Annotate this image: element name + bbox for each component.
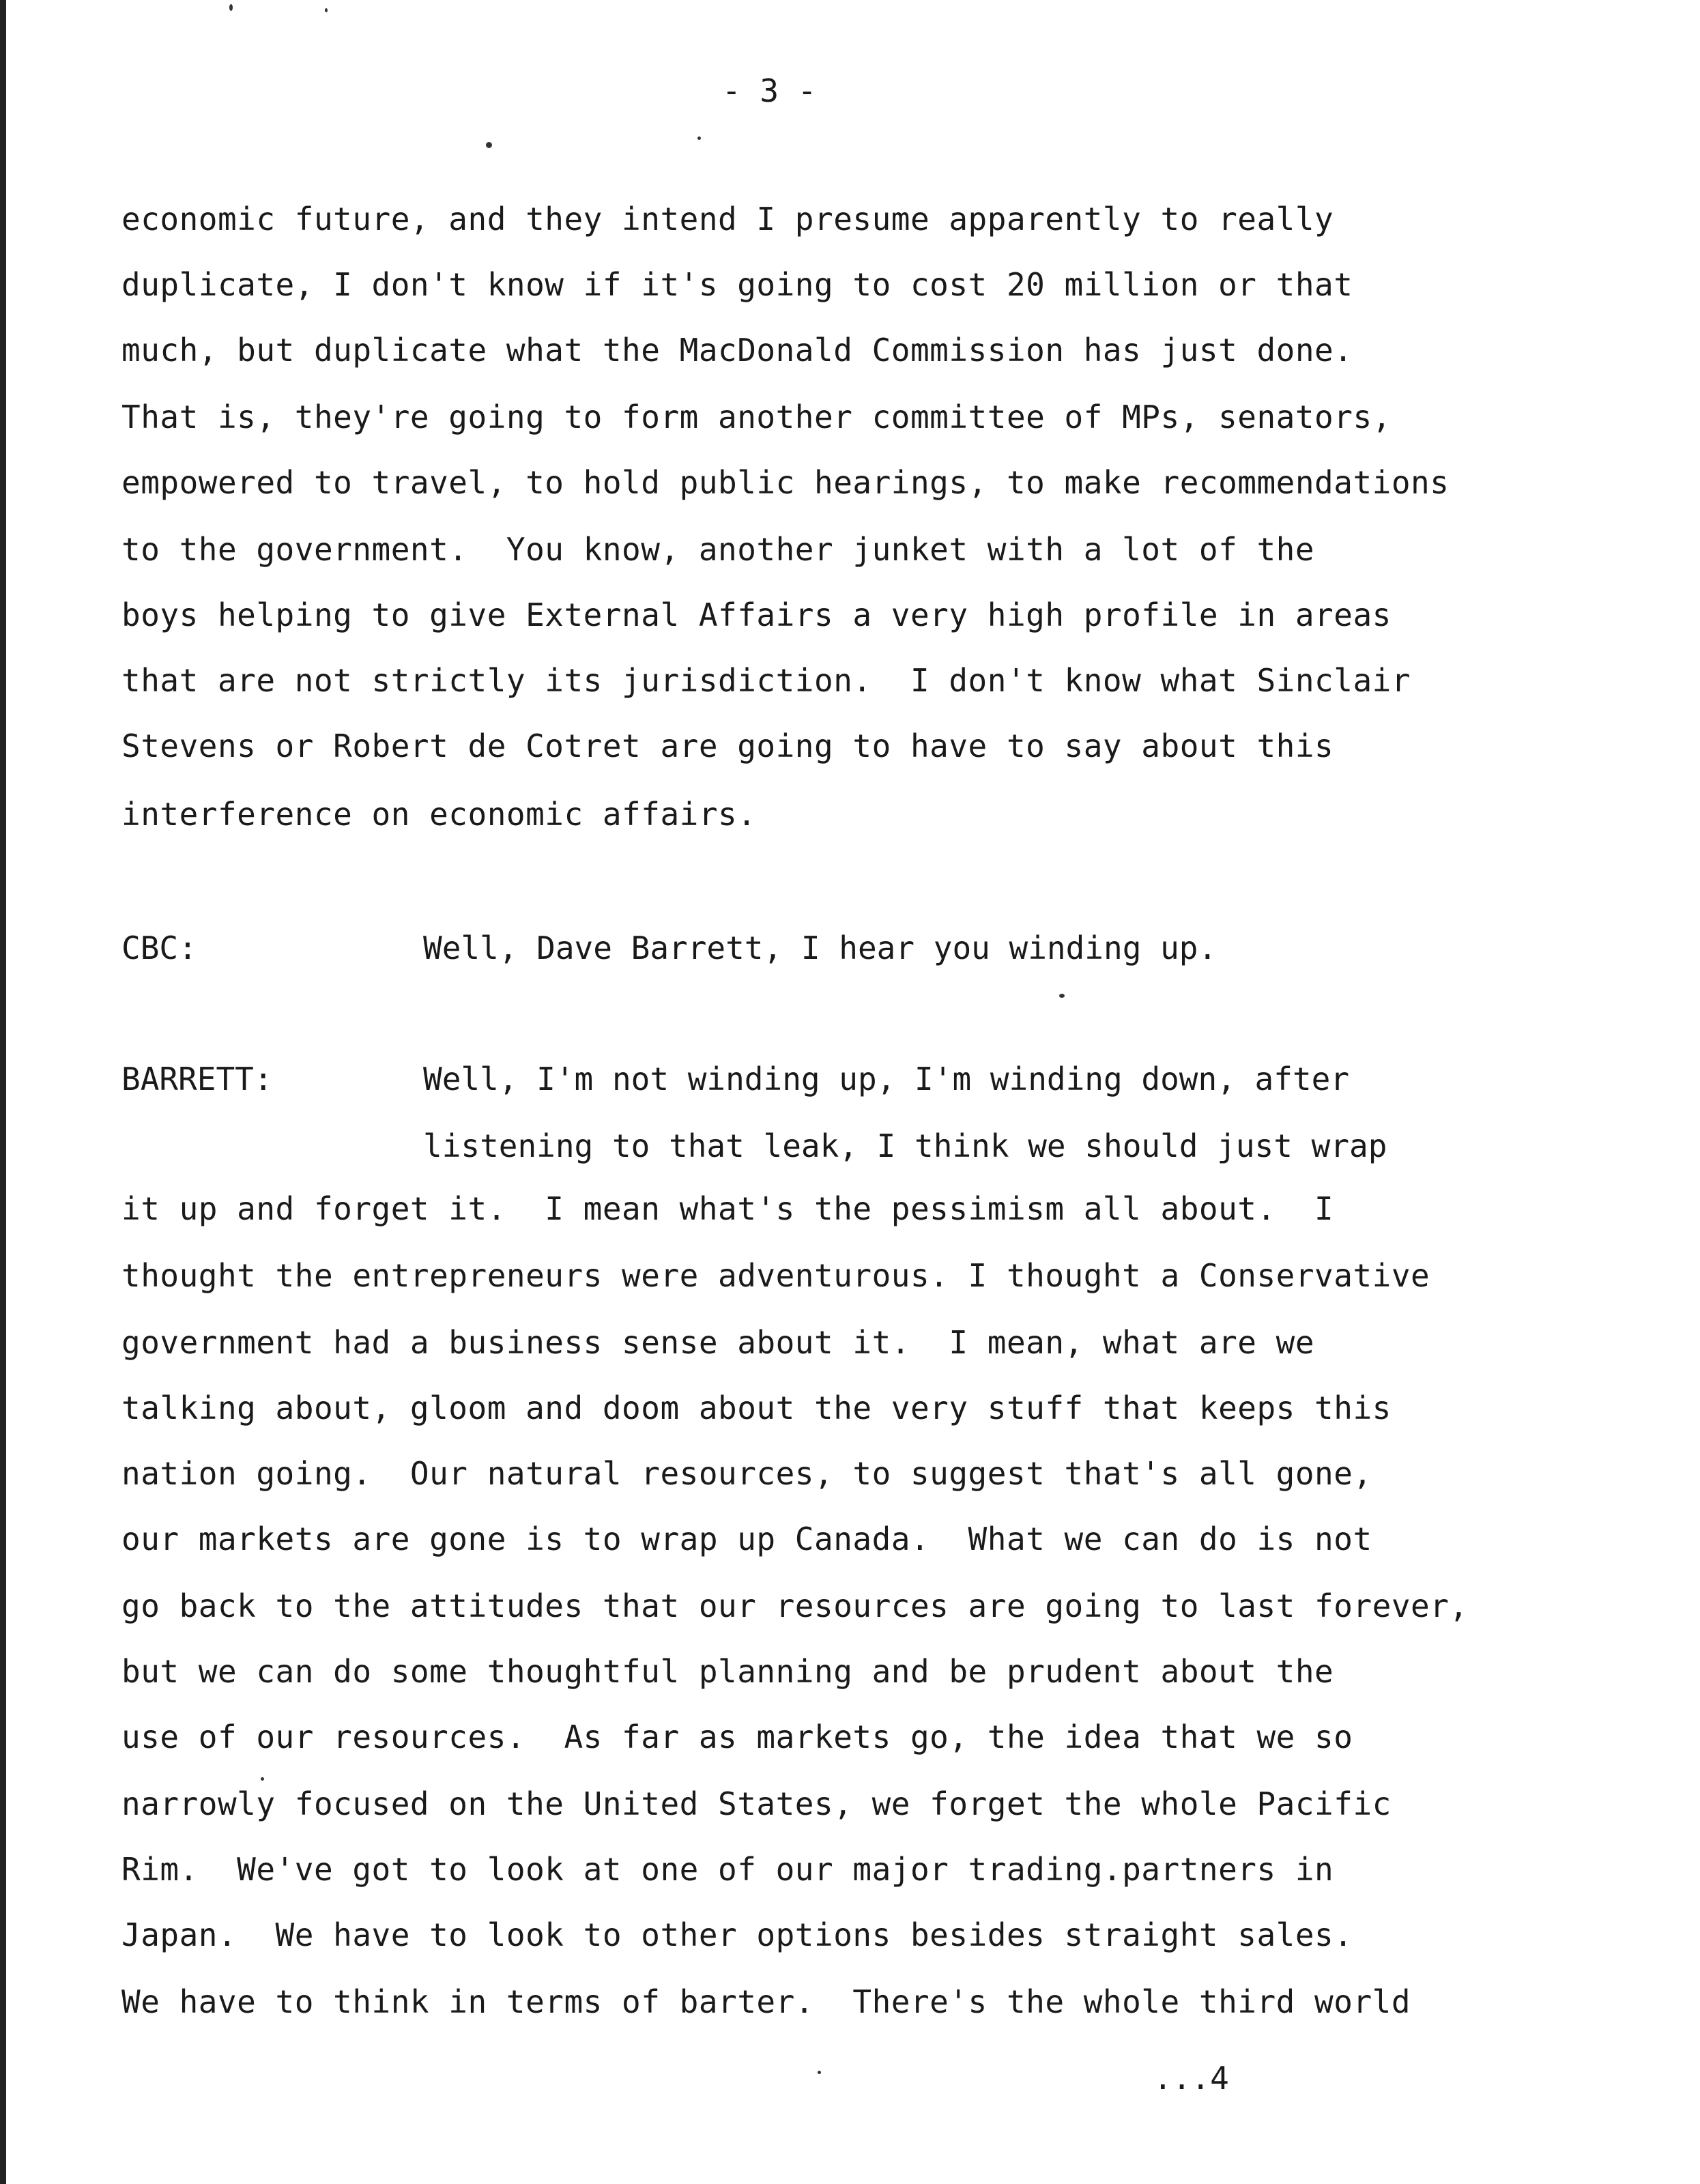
text-line: That is, they're going to form another committee of MPs, senators, <box>121 399 1392 435</box>
continued-marker: ...4 <box>1153 2060 1229 2097</box>
page-number: - 3 - <box>722 72 817 109</box>
text-line: much, but duplicate what the MacDonald Commission has just done. <box>121 332 1353 369</box>
speech-line: Well, I'm not winding up, I'm winding down, after <box>423 1061 1350 1097</box>
scan-speck <box>697 136 701 140</box>
text-line: that are not strictly its jurisdiction. I don't know what Sinclair <box>121 662 1411 699</box>
text-line: use of our resources. As far as markets go, the idea that we so <box>121 1719 1353 1755</box>
scan-speck <box>1059 994 1065 998</box>
scan-speck <box>325 8 328 12</box>
text-line: to the government. You know, another junket with a lot of the <box>121 531 1315 568</box>
text-line: nation going. Our natural resources, to suggest that's all gone, <box>121 1455 1372 1492</box>
text-line: go back to the attitudes that our resources are going to last forever, <box>121 1587 1469 1624</box>
speaker-label: CBC: <box>121 930 197 966</box>
scan-speck <box>818 2071 821 2074</box>
speaker-label: BARRETT: <box>121 1061 273 1097</box>
text-line: it up and forget it. I mean what's the pessimism all about. I <box>121 1190 1334 1227</box>
text-line: boys helping to give External Affairs a very high profile in areas <box>121 597 1392 633</box>
text-line: thought the entrepreneurs were adventurous. I thought a Conservative <box>121 1257 1430 1294</box>
speech-line: listening to that leak, I think we should just wrap <box>423 1127 1387 1164</box>
text-line: but we can do some thoughtful planning and be prudent about the <box>121 1653 1334 1690</box>
text-line: Rim. We've got to look at one of our major trading.partners in <box>121 1851 1334 1888</box>
scan-speck <box>261 1777 264 1781</box>
speech-line: Well, Dave Barrett, I hear you winding up. <box>423 930 1218 966</box>
text-line: interference on economic affairs. <box>121 796 757 833</box>
text-line: narrowly focused on the United States, we forget the whole Pacific <box>121 1785 1392 1822</box>
scan-speck <box>486 142 492 148</box>
scan-speck <box>229 4 233 11</box>
text-line: duplicate, I don't know if it's going to cost 20 million or that <box>121 266 1353 303</box>
text-line: Stevens or Robert de Cotret are going to have to say about this <box>121 728 1334 764</box>
scan-edge-bar <box>0 0 6 2184</box>
text-line: talking about, gloom and doom about the very stuff that keeps this <box>121 1390 1392 1426</box>
text-line: We have to think in terms of barter. There's the whole third world <box>121 1983 1411 2020</box>
text-line: empowered to travel, to hold public hearings, to make recommendations <box>121 464 1450 501</box>
text-line: government had a business sense about it. I mean, what are we <box>121 1324 1315 1361</box>
text-line: Japan. We have to look to other options besides straight sales. <box>121 1916 1353 1953</box>
text-line: our markets are gone is to wrap up Canada. What we can do is not <box>121 1521 1372 1557</box>
text-line: economic future, and they intend I presume apparently to really <box>121 201 1334 238</box>
